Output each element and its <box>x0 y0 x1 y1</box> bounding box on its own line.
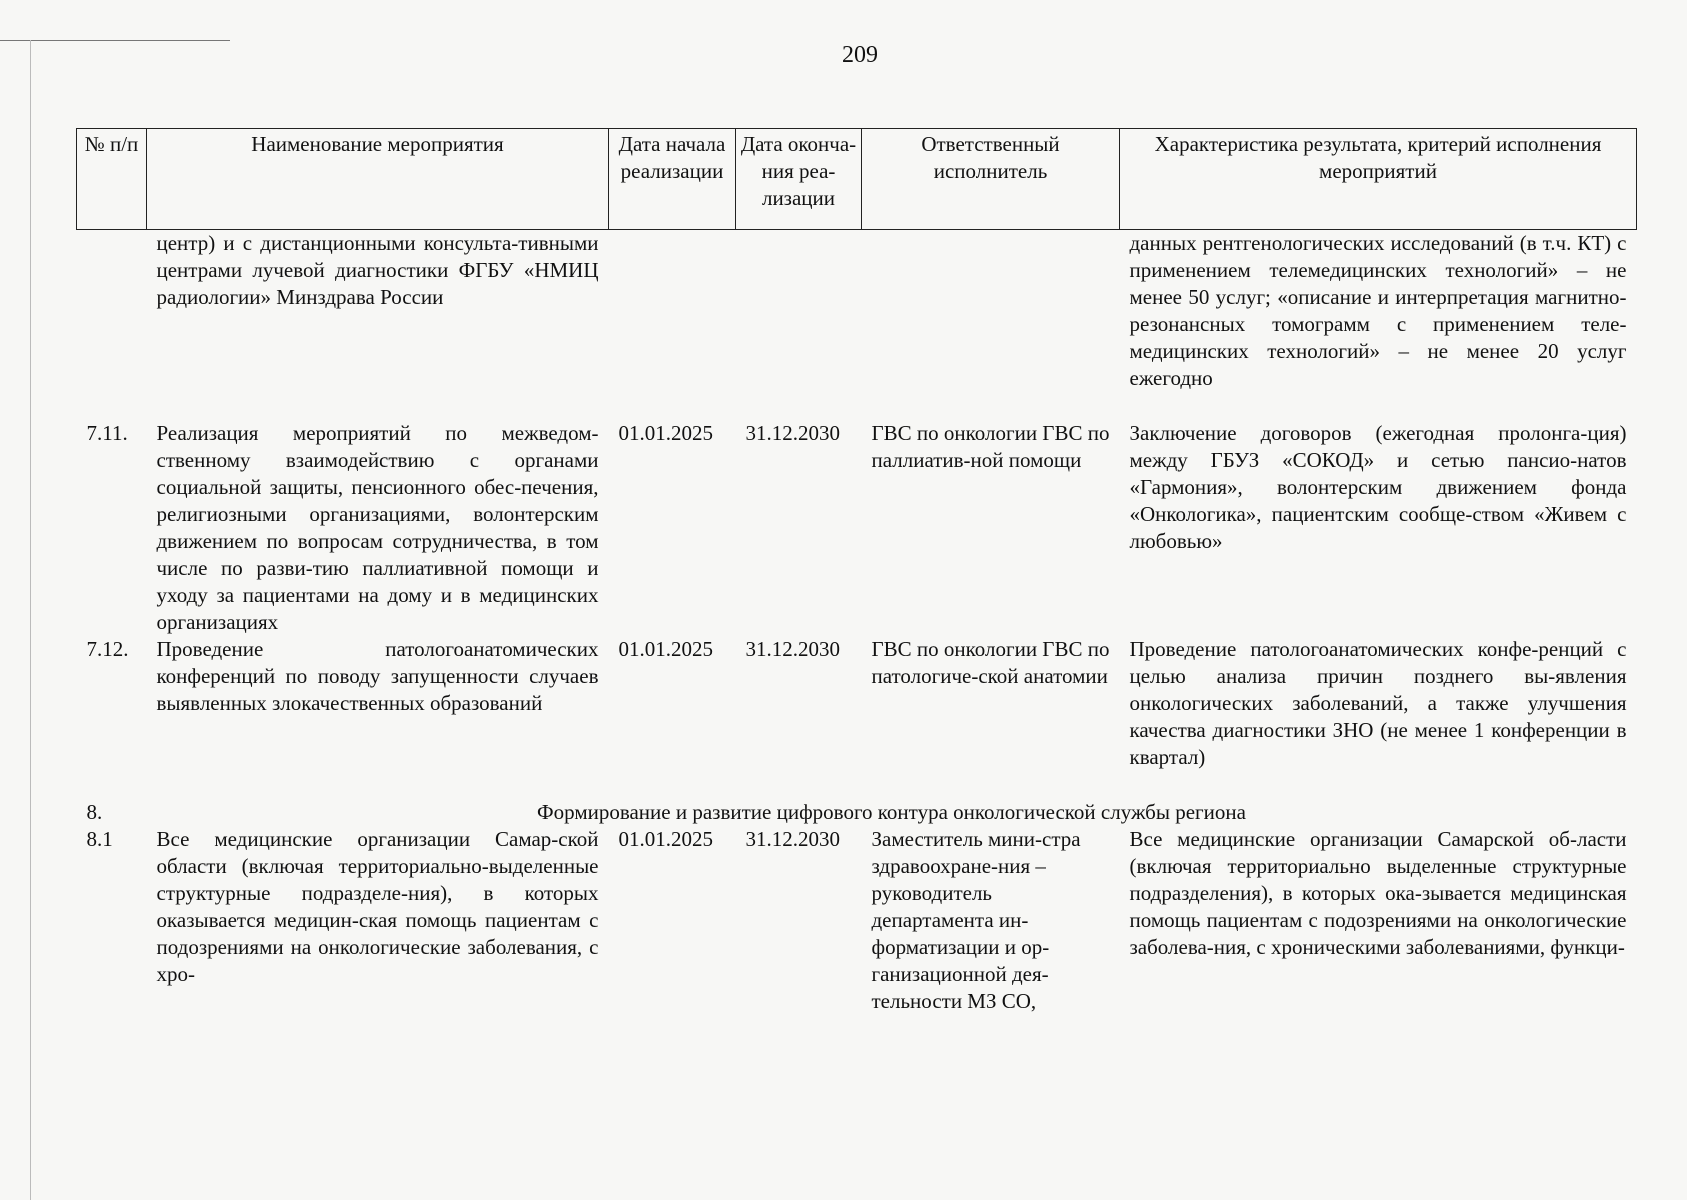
table-row <box>77 636 1637 771</box>
col-header-end-date: Дата оконча-ния реа-лизации <box>736 129 862 230</box>
row-name: Проведение патологоанатомических конференций по поводу запущенности случаев выявленных злокачественных образований <box>156 637 599 715</box>
row-end-date: 31.12.2030 <box>745 827 840 851</box>
section-row <box>77 799 1637 826</box>
scan-artifact-line <box>0 40 230 41</box>
activities-table <box>76 128 1637 1015</box>
row-number: 7.12. <box>86 637 129 661</box>
row-start-date: 01.01.2025 <box>618 421 713 445</box>
table-row <box>77 230 1637 421</box>
col-header-number: № п/п <box>77 129 147 230</box>
col-header-responsible: Ответственный исполнитель <box>862 129 1120 230</box>
row-start-date <box>609 230 736 421</box>
row-result: Все медицинские организации Самарской об-ласти (включая территориально выделенные структурные подразделения), в которых ока-зывается медицинская помощь пациентам с подозрениями на онкологические заболева-ния, с хроническими заболеваниями, функци- <box>1129 827 1627 959</box>
row-end-date: 31.12.2030 <box>745 421 840 445</box>
row-number <box>77 230 147 421</box>
row-number: 7.11. <box>86 421 128 445</box>
col-header-start-date: Дата начала реализации <box>609 129 736 230</box>
row-spacer <box>77 771 1637 799</box>
row-end-date: 31.12.2030 <box>745 637 840 661</box>
row-number: 8.1 <box>86 827 113 851</box>
row-responsible: Заместитель мини-стра здравоохране-ния – руководитель департамента ин-форматизации и ор-ганизационной дея-тельности МЗ СО, <box>871 827 1081 1013</box>
row-name: центр) и с дистанционными консульта-тивными центрами лучевой диагностики ФГБУ «НМИЦ радиологии» Минздрава России <box>156 231 599 309</box>
row-start-date: 01.01.2025 <box>618 637 713 661</box>
row-result: Проведение патологоанатомических конфе-ренций с целью анализа причин позднего вы-явления онкологических заболеваний, а также улучшения качества диагностики ЗНО (не менее 1 конференции в квартал) <box>1129 637 1627 769</box>
row-end-date <box>736 230 862 421</box>
col-header-result: Характеристика результата, критерий исполнения мероприятий <box>1120 129 1637 230</box>
row-responsible <box>862 230 1120 421</box>
row-result: данных рентгенологических исследований (в т.ч. КТ) с применением телемедицинских технологий» – не менее 50 услуг; «описание и интерпретация магнитно-резонансных томограмм с применением теле-медицинских технологий» – не менее 20 услуг ежегодно <box>1129 231 1627 390</box>
row-name: Реализация мероприятий по межведом-ственному взаимодействию с органами социальной защиты, пенсионного обес-печения, религиозными организациями, волонтерским движением по вопросам сотрудничества, в том числе по разви-тию паллиативной помощи и уходу за пациентами на дому и в медицинских организациях <box>156 421 599 634</box>
row-responsible: ГВС по онкологии ГВС по паллиатив-ной помощи <box>871 421 1110 472</box>
row-result: Заключение договоров (ежегодная пролонга-ция) между ГБУЗ «СОКОД» и сетью пансио-натов «Гармония», волонтерским движением фонда «Онкологика», пациентским сообще-ством «Живем с любовью» <box>1129 421 1627 553</box>
page-number: 209 <box>842 42 878 68</box>
row-start-date: 01.01.2025 <box>618 827 713 851</box>
section-title: Формирование и развитие цифрового контура онкологической службы региона <box>537 800 1246 824</box>
table-row <box>77 420 1637 636</box>
table-header-row <box>77 129 1637 230</box>
scan-artifact-edge <box>30 40 31 1200</box>
col-header-name: Наименование мероприятия <box>147 129 609 230</box>
row-name: Все медицинские организации Самар-ской области (включая территориально-выделенные структурные подразделе-ния), в которых оказывается медицин-ская помощь пациентам с подозрениями на онкологические заболевания, с хро- <box>156 827 599 986</box>
row-responsible: ГВС по онкологии ГВС по патологиче-ской анатомии <box>871 637 1110 688</box>
section-number: 8. <box>86 800 103 824</box>
table-row <box>77 826 1637 1015</box>
